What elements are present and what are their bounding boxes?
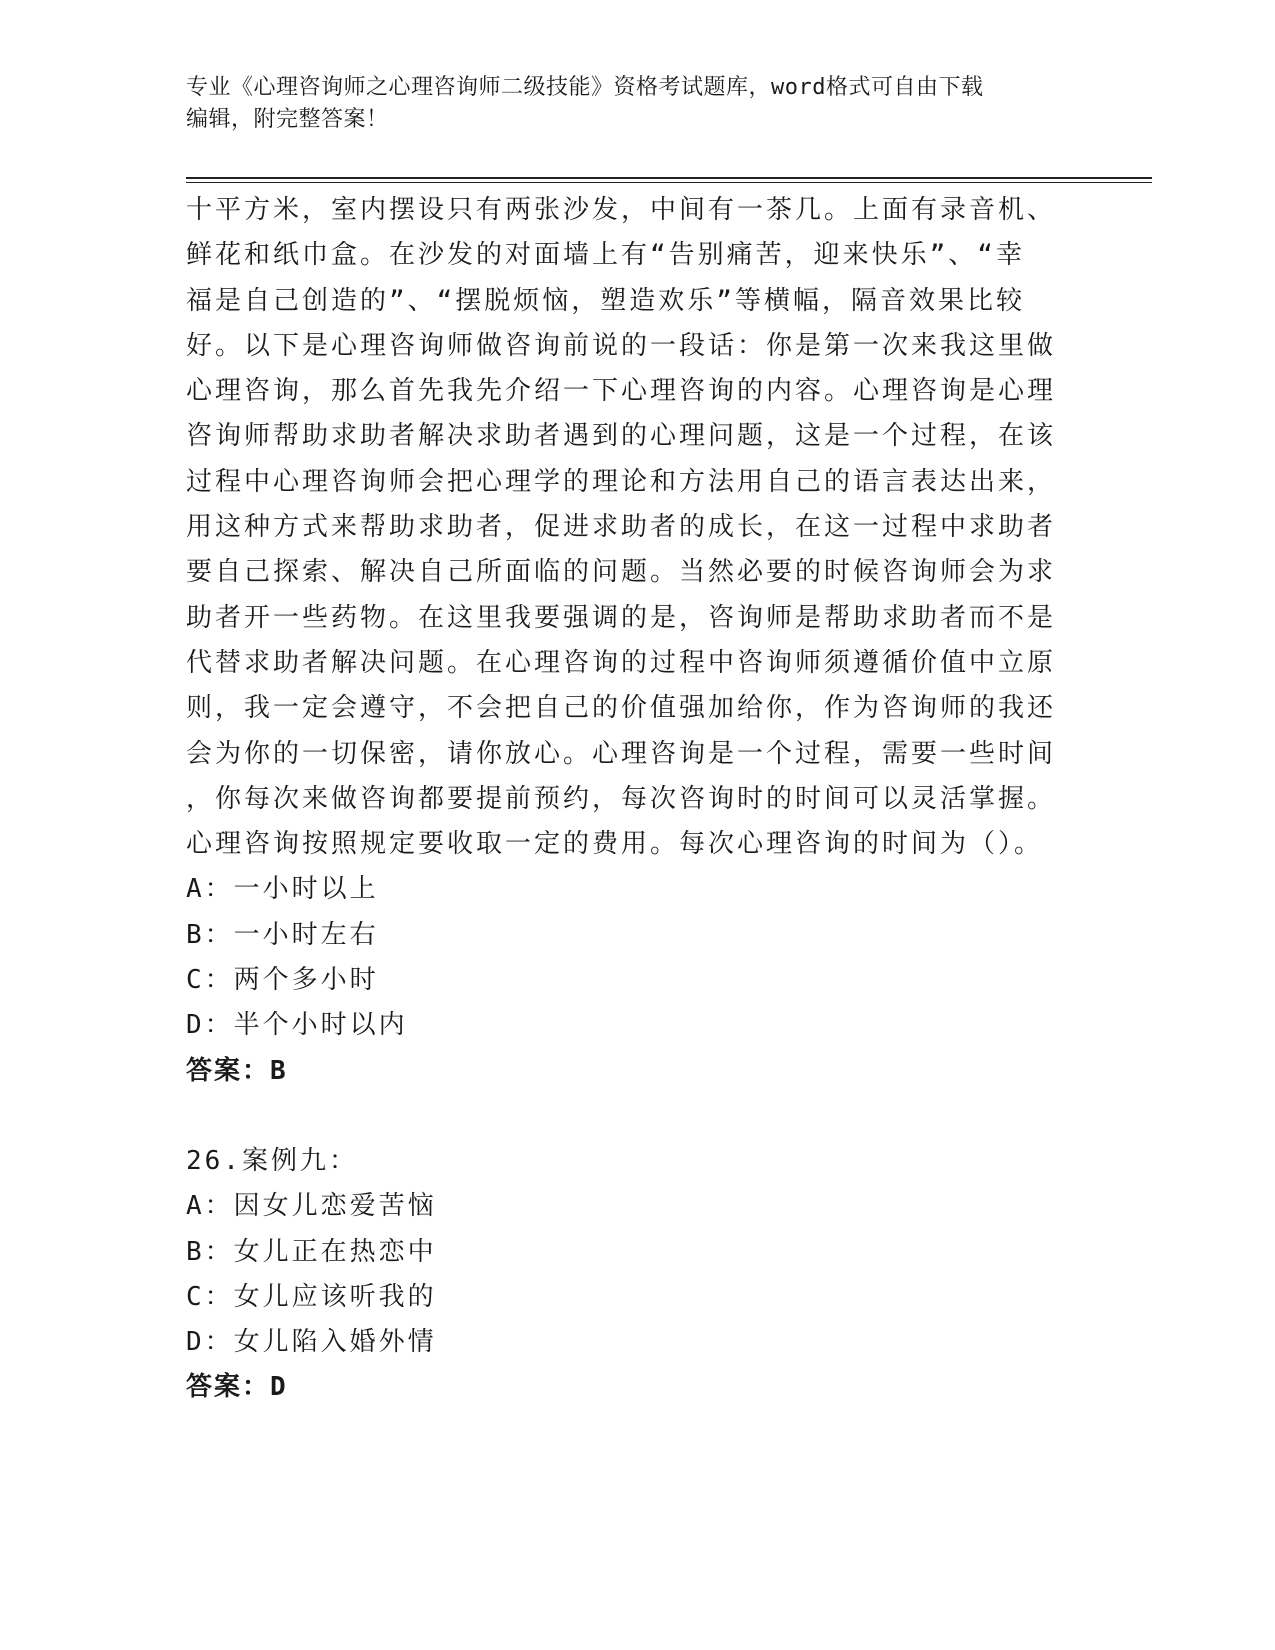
- question-25-stem: [186, 188, 1066, 867]
- stem-line: 过程中心理咨询师会把心理学的理论和方法用自己的语言表达出来，: [186, 466, 1057, 497]
- header-line-1: 专业《心理咨询师之心理咨询师二级技能》资格考试题库，word格式可自由下载: [186, 75, 984, 100]
- stem-line: 助者开一些药物。在这里我要强调的是，咨询师是帮助求助者而不是: [186, 602, 1057, 633]
- stem-line: 用这种方式来帮助求助者，促进求助者的成长，在这一过程中求助者: [186, 512, 1057, 543]
- question-26-option-b: B：女儿正在热恋中: [186, 1236, 437, 1267]
- question-25-option-d: D：半个小时以内: [186, 1010, 408, 1041]
- stem-line: 代替求助者解决问题。在心理咨询的过程中咨询师须遵循价值中立原: [186, 647, 1057, 678]
- question-25-answer: 答案：B: [186, 1055, 288, 1086]
- stem-line: 会为你的一切保密，请你放心。心理咨询是一个过程，需要一些时间: [186, 738, 1057, 769]
- stem-line: ，你每次来做咨询都要提前预约，每次咨询时的时间可以灵活掌握。: [186, 783, 1057, 814]
- question-26-answer: 答案：D: [186, 1372, 288, 1403]
- question-25-option-b: B：一小时左右: [186, 919, 379, 950]
- question-25-option-a: A：一小时以上: [186, 874, 379, 905]
- stem-line: 福是自己创造的”、“摆脱烦恼，塑造欢乐”等横幅，隔音效果比较: [186, 285, 1025, 316]
- document-header: [186, 72, 1086, 136]
- question-26-option-c: C：女儿应该听我的: [186, 1281, 437, 1312]
- spacer: [186, 1094, 1066, 1139]
- header-line-2: 编辑，附完整答案！: [186, 107, 389, 132]
- question-26-title: 26.案例九：: [186, 1145, 358, 1176]
- question-25-option-c: C：两个多小时: [186, 965, 379, 996]
- stem-line: 心理咨询，那么首先我先介绍一下心理咨询的内容。心理咨询是心理: [186, 376, 1057, 407]
- stem-line: 则，我一定会遵守，不会把自己的价值强加给你，作为咨询师的我还: [186, 693, 1057, 724]
- question-26-option-d: D：女儿陷入婚外情: [186, 1327, 437, 1358]
- stem-line: 鲜花和纸巾盒。在沙发的对面墙上有“告别痛苦，迎来快乐”、“幸: [186, 240, 1025, 271]
- document-body: [186, 188, 1066, 1411]
- header-divider: [186, 177, 1152, 183]
- stem-line: 好。以下是心理咨询师做咨询前说的一段话：你是第一次来我这里做: [186, 330, 1057, 361]
- stem-line: 十平方米，室内摆设只有两张沙发，中间有一茶几。上面有录音机、: [186, 195, 1057, 225]
- stem-line: 咨询师帮助求助者解决求助者遇到的心理问题，这是一个过程，在该: [186, 421, 1057, 452]
- stem-line: 心理咨询按照规定要收取一定的费用。每次心理咨询的时间为（）。: [186, 829, 1044, 860]
- stem-line: 要自己探索、解决自己所面临的问题。当然必要的时候咨询师会为求: [186, 557, 1057, 588]
- question-26-option-a: A：因女儿恋爱苦恼: [186, 1191, 437, 1222]
